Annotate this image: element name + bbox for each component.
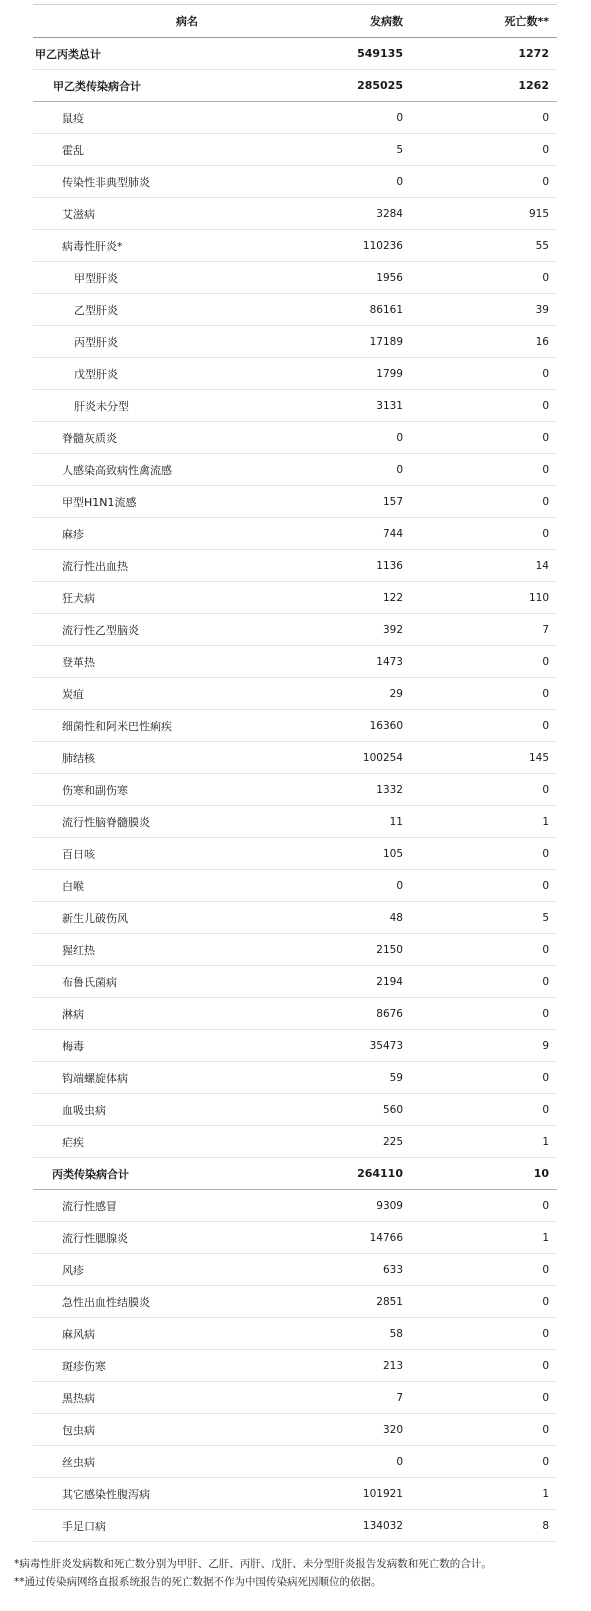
table-row xyxy=(33,454,557,486)
case-count-cell: 0 xyxy=(289,102,411,134)
disease-report xyxy=(33,4,557,1542)
case-count-cell: 0 xyxy=(289,166,411,198)
death-count-cell: 110 xyxy=(411,582,557,614)
footnote-death-data: **通过传染病网络直报系统报告的死亡数据不作为中国传染病死因顺位的依据。 xyxy=(14,1576,382,1588)
case-count-cell: 560 xyxy=(289,1094,411,1126)
table-row xyxy=(33,550,557,582)
disease-name-cell: 丙类传染病合计 xyxy=(33,1158,289,1190)
case-count-cell: 0 xyxy=(289,1446,411,1478)
table-row xyxy=(33,1382,557,1414)
table-row xyxy=(33,678,557,710)
table-row xyxy=(33,902,557,934)
hepatitis-subtype-row xyxy=(33,326,557,358)
case-count-cell: 58 xyxy=(289,1318,411,1350)
hepatitis-subtype-row xyxy=(33,390,557,422)
table-row xyxy=(33,710,557,742)
death-count-cell: 0 xyxy=(411,102,557,134)
death-count-cell: 0 xyxy=(411,166,557,198)
table-row xyxy=(33,1254,557,1286)
death-count-cell: 1 xyxy=(411,1126,557,1158)
disease-name-cell: 手足口病 xyxy=(33,1510,289,1542)
death-count-cell: 0 xyxy=(411,486,557,518)
case-count-cell: 29 xyxy=(289,678,411,710)
disease-name-cell: 丝虫病 xyxy=(33,1446,289,1478)
disease-name-cell: 血吸虫病 xyxy=(33,1094,289,1126)
death-count-cell: 0 xyxy=(411,934,557,966)
disease-name-cell: 乙型肝炎 xyxy=(33,294,289,326)
case-count-cell: 2194 xyxy=(289,966,411,998)
death-count-cell: 915 xyxy=(411,198,557,230)
disease-name-cell: 流行性感冒 xyxy=(33,1190,289,1222)
table-row xyxy=(33,646,557,678)
table-row xyxy=(33,1094,557,1126)
case-count-cell: 157 xyxy=(289,486,411,518)
case-count-cell: 1332 xyxy=(289,774,411,806)
case-count-cell: 14766 xyxy=(289,1222,411,1254)
disease-name-cell: 艾滋病 xyxy=(33,198,289,230)
case-count-cell: 8676 xyxy=(289,998,411,1030)
disease-name-cell: 布鲁氏菌病 xyxy=(33,966,289,998)
disease-name-cell: 风疹 xyxy=(33,1254,289,1286)
disease-name-cell: 梅毒 xyxy=(33,1030,289,1062)
death-count-cell: 16 xyxy=(411,326,557,358)
disease-name-cell: 流行性脑脊髓膜炎 xyxy=(33,806,289,838)
disease-name-cell: 伤寒和副伤寒 xyxy=(33,774,289,806)
death-count-cell: 0 xyxy=(411,1350,557,1382)
death-count-cell: 9 xyxy=(411,1030,557,1062)
case-count-cell: 122 xyxy=(289,582,411,614)
case-count-cell: 1473 xyxy=(289,646,411,678)
disease-name-cell: 疟疾 xyxy=(33,1126,289,1158)
disease-name-cell: 猩红热 xyxy=(33,934,289,966)
death-count-cell: 0 xyxy=(411,422,557,454)
subtotal-row xyxy=(33,1158,557,1190)
case-count-cell: 633 xyxy=(289,1254,411,1286)
case-count-cell: 264110 xyxy=(289,1158,411,1190)
table-row xyxy=(33,1062,557,1094)
case-count-cell: 48 xyxy=(289,902,411,934)
table-row xyxy=(33,1478,557,1510)
header-disease-name: 病名 xyxy=(33,5,289,38)
table-row xyxy=(33,1414,557,1446)
case-count-cell: 7 xyxy=(289,1382,411,1414)
death-count-cell: 0 xyxy=(411,1190,557,1222)
grand-total-row xyxy=(33,38,557,70)
table-header xyxy=(33,5,557,38)
disease-name-cell: 白喉 xyxy=(33,870,289,902)
table-row xyxy=(33,774,557,806)
death-count-cell: 0 xyxy=(411,774,557,806)
death-count-cell: 0 xyxy=(411,1254,557,1286)
header-row xyxy=(33,5,557,38)
disease-name-cell: 急性出血性结膜炎 xyxy=(33,1286,289,1318)
table-row xyxy=(33,870,557,902)
disease-name-cell: 流行性出血热 xyxy=(33,550,289,582)
case-count-cell: 549135 xyxy=(289,38,411,70)
case-count-cell: 213 xyxy=(289,1350,411,1382)
disease-name-cell: 新生儿破伤风 xyxy=(33,902,289,934)
case-count-cell: 0 xyxy=(289,870,411,902)
death-count-cell: 39 xyxy=(411,294,557,326)
footnote-hepatitis: *病毒性肝炎发病数和死亡数分别为甲肝、乙肝、丙肝、戊肝、未分型肝炎报告发病数和死亡数的合计。 xyxy=(14,1558,492,1570)
disease-name-cell: 肺结核 xyxy=(33,742,289,774)
death-count-cell: 14 xyxy=(411,550,557,582)
disease-name-cell: 传染性非典型肺炎 xyxy=(33,166,289,198)
table-row xyxy=(33,1030,557,1062)
disease-name-cell: 霍乱 xyxy=(33,134,289,166)
table-row xyxy=(33,966,557,998)
case-count-cell: 392 xyxy=(289,614,411,646)
case-count-cell: 11 xyxy=(289,806,411,838)
disease-name-cell: 流行性乙型脑炎 xyxy=(33,614,289,646)
death-count-cell: 0 xyxy=(411,1382,557,1414)
hepatitis-subtype-row xyxy=(33,294,557,326)
death-count-cell: 0 xyxy=(411,710,557,742)
case-count-cell: 1956 xyxy=(289,262,411,294)
case-count-cell: 86161 xyxy=(289,294,411,326)
death-count-cell: 1262 xyxy=(411,70,557,102)
case-count-cell: 1799 xyxy=(289,358,411,390)
death-count-cell: 0 xyxy=(411,454,557,486)
case-count-cell: 0 xyxy=(289,454,411,486)
case-count-cell: 0 xyxy=(289,422,411,454)
death-count-cell: 0 xyxy=(411,646,557,678)
disease-name-cell: 细菌性和阿米巴性痢疾 xyxy=(33,710,289,742)
death-count-cell: 0 xyxy=(411,998,557,1030)
death-count-cell: 0 xyxy=(411,390,557,422)
case-count-cell: 59 xyxy=(289,1062,411,1094)
table-row xyxy=(33,1190,557,1222)
death-count-cell: 0 xyxy=(411,1446,557,1478)
death-count-cell: 8 xyxy=(411,1510,557,1542)
table-row xyxy=(33,614,557,646)
death-count-cell: 0 xyxy=(411,1094,557,1126)
death-count-cell: 55 xyxy=(411,230,557,262)
disease-name-cell: 淋病 xyxy=(33,998,289,1030)
death-count-cell: 5 xyxy=(411,902,557,934)
death-count-cell: 0 xyxy=(411,262,557,294)
disease-name-cell: 登革热 xyxy=(33,646,289,678)
disease-name-cell: 丙型肝炎 xyxy=(33,326,289,358)
disease-name-cell: 炭疽 xyxy=(33,678,289,710)
table-row xyxy=(33,742,557,774)
table-row xyxy=(33,1510,557,1542)
case-count-cell: 225 xyxy=(289,1126,411,1158)
death-count-cell: 0 xyxy=(411,1286,557,1318)
disease-name-cell: 钩端螺旋体病 xyxy=(33,1062,289,1094)
disease-name-cell: 麻风病 xyxy=(33,1318,289,1350)
case-count-cell: 3131 xyxy=(289,390,411,422)
disease-name-cell: 流行性腮腺炎 xyxy=(33,1222,289,1254)
case-count-cell: 5 xyxy=(289,134,411,166)
death-count-cell: 0 xyxy=(411,838,557,870)
table-row xyxy=(33,166,557,198)
death-count-cell: 0 xyxy=(411,1318,557,1350)
death-count-cell: 1 xyxy=(411,806,557,838)
disease-name-cell: 斑疹伤寒 xyxy=(33,1350,289,1382)
death-count-cell: 0 xyxy=(411,358,557,390)
disease-statistics-table xyxy=(33,4,557,1542)
disease-name-cell: 鼠疫 xyxy=(33,102,289,134)
disease-name-cell: 甲乙类传染病合计 xyxy=(33,70,289,102)
case-count-cell: 9309 xyxy=(289,1190,411,1222)
death-count-cell: 0 xyxy=(411,678,557,710)
case-count-cell: 744 xyxy=(289,518,411,550)
table-row xyxy=(33,1126,557,1158)
table-row xyxy=(33,934,557,966)
disease-name-cell: 甲型肝炎 xyxy=(33,262,289,294)
disease-name-cell: 戊型肝炎 xyxy=(33,358,289,390)
table-row xyxy=(33,1446,557,1478)
death-count-cell: 1 xyxy=(411,1222,557,1254)
table-row xyxy=(33,838,557,870)
disease-name-cell: 甲型H1N1流感 xyxy=(33,486,289,518)
table-row xyxy=(33,582,557,614)
table-row xyxy=(33,1318,557,1350)
death-count-cell: 7 xyxy=(411,614,557,646)
case-count-cell: 3284 xyxy=(289,198,411,230)
case-count-cell: 110236 xyxy=(289,230,411,262)
case-count-cell: 100254 xyxy=(289,742,411,774)
case-count-cell: 134032 xyxy=(289,1510,411,1542)
disease-name-cell: 包虫病 xyxy=(33,1414,289,1446)
disease-name-cell: 黑热病 xyxy=(33,1382,289,1414)
case-count-cell: 285025 xyxy=(289,70,411,102)
table-row xyxy=(33,422,557,454)
death-count-cell: 1 xyxy=(411,1478,557,1510)
case-count-cell: 2150 xyxy=(289,934,411,966)
footnotes xyxy=(14,1555,584,1591)
case-count-cell: 16360 xyxy=(289,710,411,742)
disease-name-cell: 甲乙丙类总计 xyxy=(33,38,289,70)
table-row xyxy=(33,134,557,166)
death-count-cell: 0 xyxy=(411,134,557,166)
table-body xyxy=(33,38,557,1542)
table-row xyxy=(33,998,557,1030)
case-count-cell: 1136 xyxy=(289,550,411,582)
disease-name-cell: 百日咳 xyxy=(33,838,289,870)
table-row xyxy=(33,518,557,550)
disease-name-cell: 狂犬病 xyxy=(33,582,289,614)
disease-name-cell: 麻疹 xyxy=(33,518,289,550)
table-row xyxy=(33,1286,557,1318)
header-case-count: 发病数 xyxy=(289,5,411,38)
case-count-cell: 2851 xyxy=(289,1286,411,1318)
disease-name-cell: 肝炎未分型 xyxy=(33,390,289,422)
disease-name-cell: 人感染高致病性禽流感 xyxy=(33,454,289,486)
death-count-cell: 10 xyxy=(411,1158,557,1190)
table-row xyxy=(33,1222,557,1254)
table-row xyxy=(33,102,557,134)
subtotal-row xyxy=(33,70,557,102)
table-row xyxy=(33,806,557,838)
table-row xyxy=(33,1350,557,1382)
death-count-cell: 1272 xyxy=(411,38,557,70)
case-count-cell: 35473 xyxy=(289,1030,411,1062)
table-row xyxy=(33,486,557,518)
disease-name-cell: 病毒性肝炎* xyxy=(33,230,289,262)
hepatitis-subtype-row xyxy=(33,262,557,294)
case-count-cell: 320 xyxy=(289,1414,411,1446)
case-count-cell: 17189 xyxy=(289,326,411,358)
death-count-cell: 0 xyxy=(411,1062,557,1094)
death-count-cell: 0 xyxy=(411,518,557,550)
header-death-count: 死亡数** xyxy=(411,5,557,38)
case-count-cell: 105 xyxy=(289,838,411,870)
hepatitis-subtype-row xyxy=(33,358,557,390)
table-row xyxy=(33,198,557,230)
death-count-cell: 0 xyxy=(411,966,557,998)
disease-name-cell: 脊髓灰质炎 xyxy=(33,422,289,454)
death-count-cell: 0 xyxy=(411,870,557,902)
disease-name-cell: 其它感染性腹泻病 xyxy=(33,1478,289,1510)
table-row xyxy=(33,230,557,262)
death-count-cell: 145 xyxy=(411,742,557,774)
death-count-cell: 0 xyxy=(411,1414,557,1446)
case-count-cell: 101921 xyxy=(289,1478,411,1510)
